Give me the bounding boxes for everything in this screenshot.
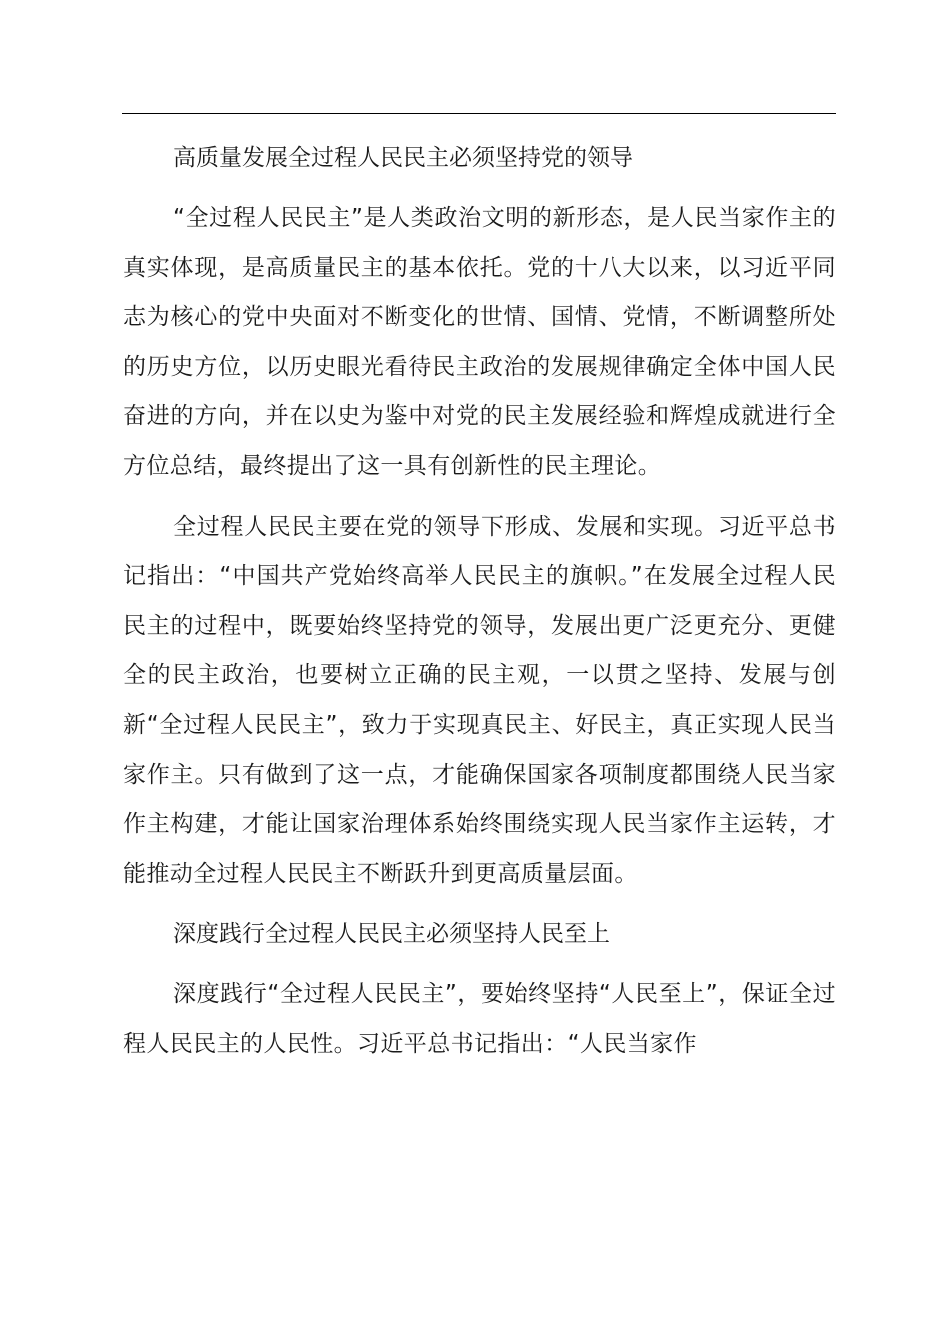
section-heading: 高质量发展全过程人民民主必须坚持党的领导 <box>173 145 633 171</box>
header-rule <box>122 113 836 114</box>
section-people-first <box>123 910 836 1069</box>
body-paragraph: 全过程人民民主要在党的领导下形成、发展和实现。习近平总书记指出：“中国共产党始终高举人民民主的旗帜。”在发展全过程人民民主的过程中，既要始终坚持党的领导，发展出更广泛更充分、更健全的民主政治，也要树立正确的民主观，一以贯之坚持、发展与创新“全过程人民民主”，致力于实现真民主、好民主，真正实现人民当家作主。只有做到了这一点，才能确保国家各项制度都围绕人民当家作主构建，才能让国家治理体系始终围绕实现人民当家作主运转，才能推动全过程人民民主不断跃升到更高质量层面。 <box>123 513 836 887</box>
body-paragraph: 深度践行“全过程人民民主”，要始终坚持“人民至上”，保证全过程人民民主的人民性。习近平总书记指出：“人民当家作 <box>123 981 836 1057</box>
section-heading: 深度践行全过程人民民主必须坚持人民至上 <box>173 921 610 948</box>
body-paragraph: “全过程人民民主”是人类政治文明的新形态，是人民当家作主的真实体现，是高质量民主的基本依托。党的十八大以来，以习近平同志为核心的党中央面对不断变化的世情、国情、党情，不断调整所处的历史方位，以历史眼光看待民主政治的发展规律确定全体中国人民奋进的方向，并在以史为鉴中对党的民主发展经验和辉煌成就进行全方位总结，最终提出了这一具有创新性的民主理论。 <box>123 205 836 479</box>
section-party-leadership <box>123 134 836 899</box>
document-body <box>123 134 836 1081</box>
